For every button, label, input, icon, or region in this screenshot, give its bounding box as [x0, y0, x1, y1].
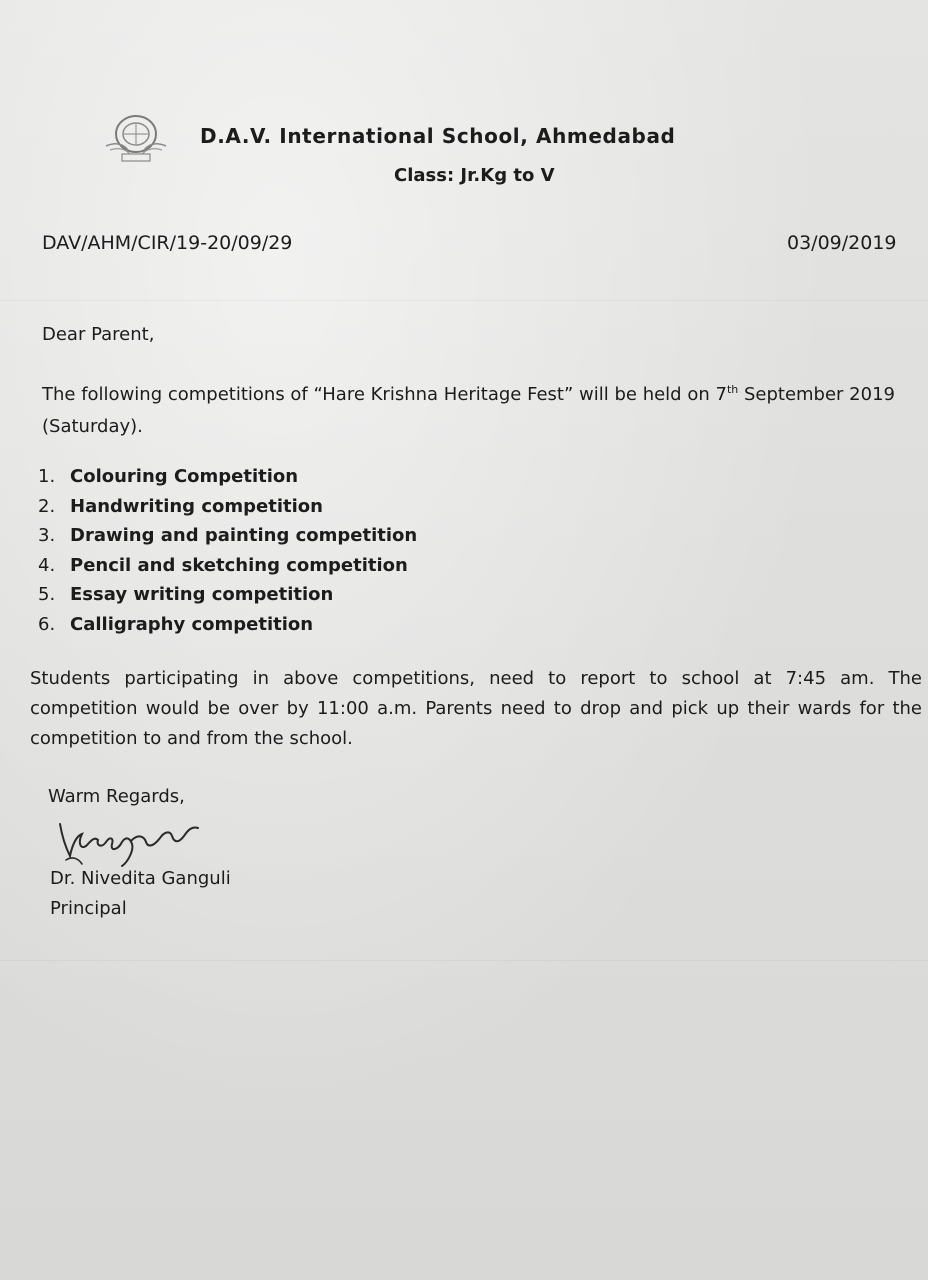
competition-label: Handwriting competition: [70, 495, 323, 517]
intro-text-continued: September 2019 (Saturday).: [42, 384, 895, 437]
handwritten-signature-icon: [52, 806, 222, 876]
competition-label: Pencil and sketching competition: [70, 554, 408, 576]
school-name: D.A.V. International School, Ahmedabad: [200, 124, 676, 148]
instructions-paragraph: Students participating in above competitions, need to report to school at 7:45 am. The competition would be over by 11:00 a.m. Parents need to drop and pick up their wards for the competition to and from the school.: [30, 668, 922, 749]
signer-designation: Principal: [50, 898, 127, 919]
salutation: Dear Parent,: [42, 324, 155, 345]
competition-list: [38, 462, 417, 639]
list-item: [38, 462, 417, 492]
list-item-number: 6.: [38, 613, 56, 635]
list-item: [38, 492, 417, 522]
class-line: Class: Jr.Kg to V: [394, 165, 555, 186]
date-ordinal-suffix: th: [726, 383, 739, 396]
signer-name: Dr. Nivedita Ganguli: [50, 868, 231, 889]
paper-crease: [0, 300, 928, 301]
paper-crease: [0, 960, 928, 961]
list-item: [38, 551, 417, 581]
list-item-number: 3.: [38, 525, 56, 546]
competition-label: Drawing and painting competition: [70, 525, 418, 546]
intro-paragraph: [42, 374, 912, 443]
closing-regards: Warm Regards,: [48, 786, 185, 807]
list-item-number: 1.: [38, 466, 56, 487]
school-emblem-icon: [100, 110, 172, 164]
list-item: [38, 521, 417, 551]
circular-date: 03/09/2019: [787, 232, 897, 254]
list-item-number: 5.: [38, 584, 56, 605]
list-item-number: 2.: [38, 495, 56, 517]
list-item-number: 4.: [38, 554, 56, 576]
list-item: [38, 580, 417, 610]
intro-text: The following competitions of “Hare Krishna Heritage Fest” will be held on 7: [42, 384, 727, 405]
competition-label: Essay writing competition: [70, 584, 334, 605]
competition-label: Calligraphy competition: [70, 613, 314, 635]
list-item: [38, 610, 417, 640]
competition-label: Colouring Competition: [70, 466, 299, 487]
reference-number: DAV/AHM/CIR/19-20/09/29: [42, 232, 293, 254]
